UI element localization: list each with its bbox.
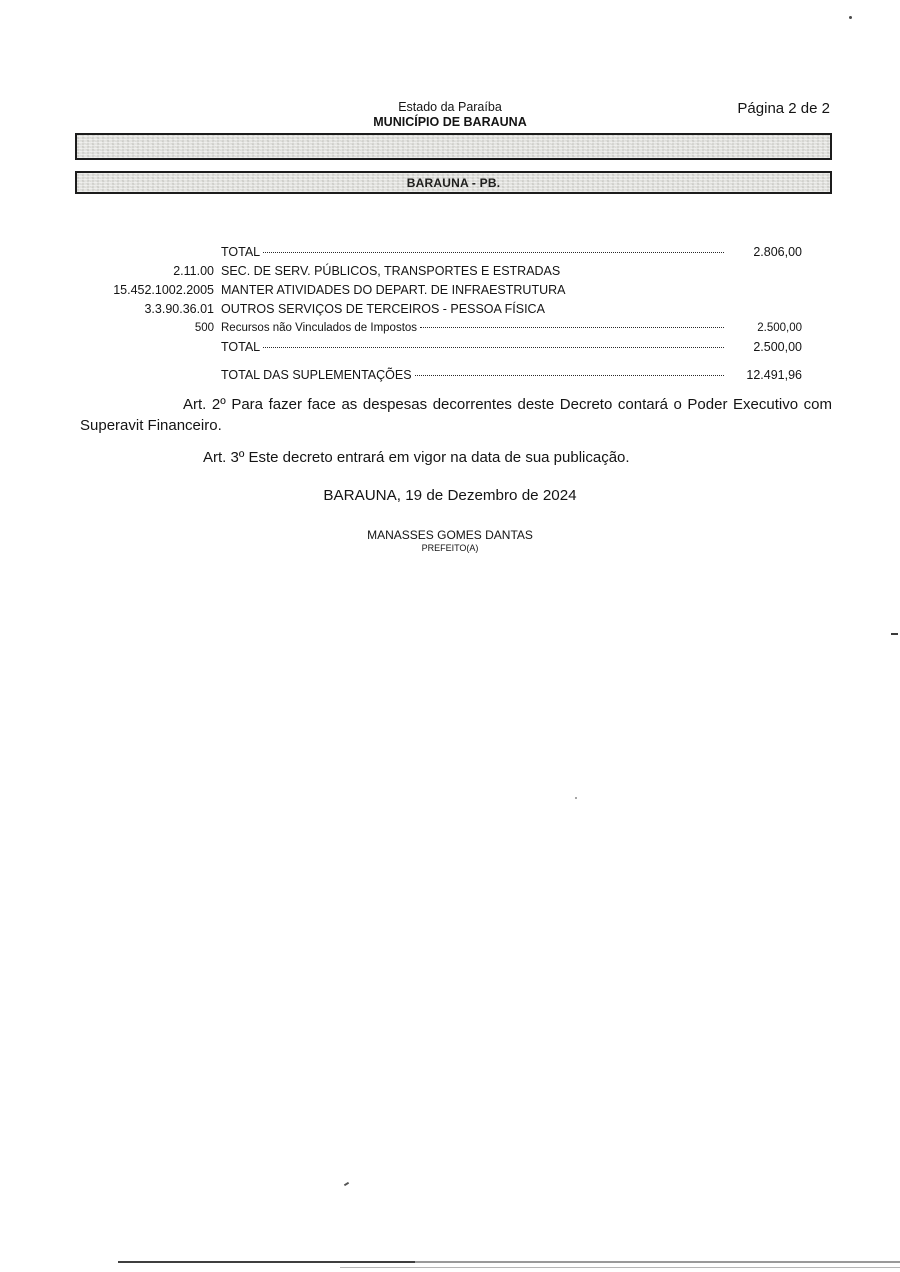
- scan-artifact-speck: [575, 797, 577, 799]
- table-row: [80, 300, 802, 319]
- scanned-title-bar: [75, 133, 832, 160]
- row-label: TOTAL: [221, 340, 261, 354]
- row-value: 12.491,96: [746, 368, 802, 382]
- scan-bottom-line: [118, 1261, 900, 1263]
- table-row: [80, 281, 802, 300]
- article-3-paragraph: Art. 3º Este decreto entrará em vigor na data de sua publicação.: [203, 449, 630, 466]
- row-code: 2.11.00: [173, 264, 214, 278]
- scan-bottom-line: [340, 1267, 900, 1268]
- row-label: TOTAL: [221, 245, 261, 259]
- row-label: Recursos não Vinculados de Impostos: [221, 322, 418, 334]
- scan-artifact-dot: [849, 16, 852, 19]
- row-code: 500: [194, 322, 214, 334]
- row-label: MANTER ATIVIDADES DO DEPART. DE INFRAESTRUTURA: [221, 283, 566, 297]
- signature-role: PREFEITO(A): [421, 543, 479, 554]
- row-value: 2.500,00: [757, 322, 802, 334]
- scan-artifact-dash: [891, 633, 898, 635]
- signature-name: MANASSES GOMES DANTAS: [367, 528, 533, 542]
- table-row: [80, 319, 802, 338]
- scanned-city-bar: [75, 171, 832, 194]
- header-state: Estado da Paraíba: [398, 100, 502, 114]
- row-code: 3.3.90.36.01: [144, 302, 214, 316]
- row-label: TOTAL DAS SUPLEMENTAÇÕES: [221, 368, 412, 382]
- row-code: 15.452.1002.2005: [113, 283, 214, 297]
- dotted-leader: [420, 327, 724, 328]
- table-row: [80, 262, 802, 281]
- table-row-grand-total: [80, 366, 802, 385]
- row-value: 2.500,00: [753, 340, 802, 354]
- signature-block: [0, 528, 900, 554]
- date-line: BARAUNA, 19 de Dezembro de 2024: [323, 487, 577, 504]
- header-municipality: MUNICÍPIO DE BARAUNA: [373, 115, 527, 129]
- table-row: [80, 338, 802, 357]
- budget-table: [80, 243, 802, 385]
- article-2-paragraph: Art. 2º Para fazer face as despesas decorrentes deste Decreto contará o Poder Executivo com Superavit Financeiro.: [80, 396, 832, 434]
- dotted-leader: [263, 347, 724, 348]
- dotted-leader: [263, 252, 724, 253]
- row-value: 2.806,00: [753, 245, 802, 259]
- table-row: [80, 243, 802, 262]
- dotted-leader: [415, 375, 724, 376]
- scan-artifact-tick: [344, 1182, 349, 1186]
- row-label: SEC. DE SERV. PÚBLICOS, TRANSPORTES E ESTRADAS: [221, 264, 561, 278]
- row-label: OUTROS SERVIÇOS DE TERCEIROS - PESSOA FÍSICA: [221, 302, 545, 316]
- page-indicator: Página 2 de 2: [737, 100, 830, 117]
- city-bar-label: BARAUNA - PB.: [406, 175, 501, 190]
